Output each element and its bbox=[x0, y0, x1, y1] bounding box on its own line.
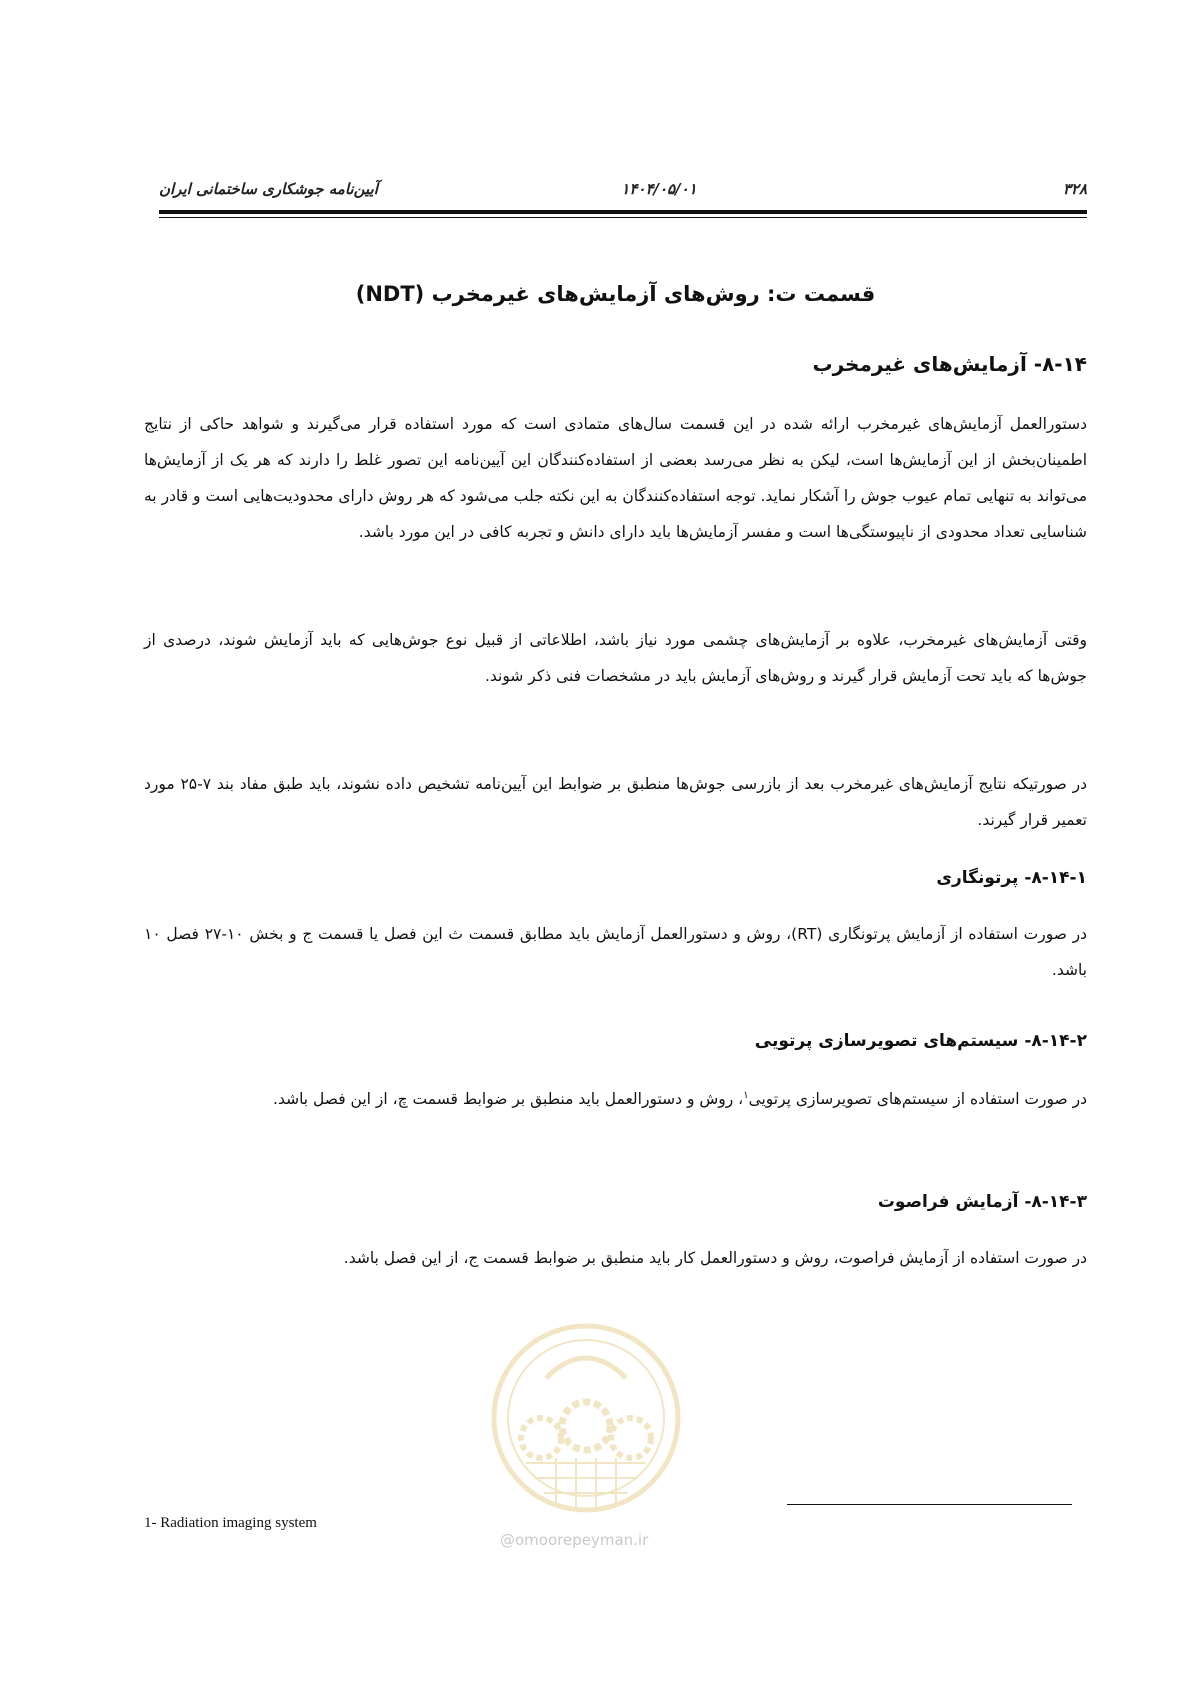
header-rule-thick bbox=[159, 210, 1087, 214]
book-title: آیین‌نامه جوشکاری ساختمانی ایران bbox=[159, 180, 378, 198]
header-date: ۱۴۰۴/۰۵/۰۱ bbox=[621, 180, 697, 198]
page-number: ۳۲۸ bbox=[1062, 180, 1087, 198]
footnote: 1- Radiation imaging system bbox=[144, 1515, 317, 1531]
paragraph-radiation-imaging bbox=[144, 1078, 1087, 1117]
header-rule-thin bbox=[159, 217, 1087, 218]
paragraph-radiation-imaging-text-a: در صورت استفاده از سیستم‌های تصویرسازی پرتویی bbox=[748, 1090, 1087, 1109]
paragraph-radiography: در صورت استفاده از آزمایش پرتونگاری (RT)، روش و دستورالعمل آزمایش باید مطابق قسمت ث این فصل یا قسمت ج و بخش ۱۰-۲۷ فصل ۱۰ باشد. bbox=[144, 925, 1087, 979]
paragraph-ultrasonic: در صورت استفاده از آزمایش فراصوت، روش و دستورالعمل کار باید منطبق بر ضوابط قسمت ج، از این فصل باشد. bbox=[343, 1249, 1087, 1267]
page-header bbox=[159, 180, 1087, 204]
watermark-text: @omoorepeyman.ir bbox=[500, 1531, 649, 1549]
paragraph-ndt-intro: دستورالعمل آزمایش‌های غیرمخرب ارائه شده در این قسمت سال‌های متمادی است که مورد استفاده قرار می‌گیرند و شواهد حاکی از نتایج اطمینان‌بخش از این آزمایش‌ها است، لیکن به نظر می‌رسد بعضی از استفاده‌کنندگان این آیین‌نامه این تصور غلط را دارند که هر یک از آزمایش‌ها می‌تواند به تنهایی تمام عیوب جوش را آشکار نماید. توجه استفاده‌کنندگان به این نکته جلب می‌شود که هر روش دارای محدودیت‌هایی است و قادر به شناسایی تعداد محدودی از ناپیوستگی‌ها است و مفسر آزمایش‌ها باید دارای دانش و تجربه کافی در این مورد باشد. bbox=[144, 415, 1087, 541]
paragraph-ndt-repair: در صورتیکه نتایج آزمایش‌های غیرمخرب بعد از بازرسی جوش‌ها منطبق بر ضوابط این آیین‌نامه تشخیص داده نشوند، باید طبق مفاد بند ۷-۲۵ مورد تعمیر قرار گیرند. bbox=[144, 775, 1087, 829]
part-title: قسمت ت: روش‌های آزمایش‌های غیرمخرب (NDT) bbox=[355, 282, 876, 306]
footnote-ref: ۱ bbox=[743, 1090, 749, 1101]
paragraph-radiation-imaging-text-b: ، روش و دستورالعمل باید منطبق بر ضوابط قسمت چ، از این فصل باشد. bbox=[273, 1090, 744, 1109]
footnote-rule bbox=[787, 1504, 1072, 1505]
section-heading-8-14-2: ۸-۱۴-۲- سیستم‌های تصویرسازی پرتویی bbox=[754, 1031, 1087, 1051]
section-heading-8-14-1: ۸-۱۴-۱- پرتونگاری bbox=[936, 868, 1087, 888]
paragraph-ndt-requirements: وقتی آزمایش‌های غیرمخرب، علاوه بر آزمایش‌های چشمی مورد نیاز باشد، اطلاعاتی از قبیل نوع جوش‌هایی که باید آزمایش شوند، درصدی از جوش‌ها که باید تحت آزمایش قرار گیرند و روش‌های آزمایش باید در مشخصات فنی ذکر شوند. bbox=[144, 631, 1087, 685]
section-heading-8-14-3: ۸-۱۴-۳- آزمایش فراصوت bbox=[877, 1192, 1087, 1212]
watermark-seal-icon bbox=[486, 1318, 686, 1518]
section-heading-8-14: ۸-۱۴- آزمایش‌های غیرمخرب bbox=[812, 352, 1087, 376]
